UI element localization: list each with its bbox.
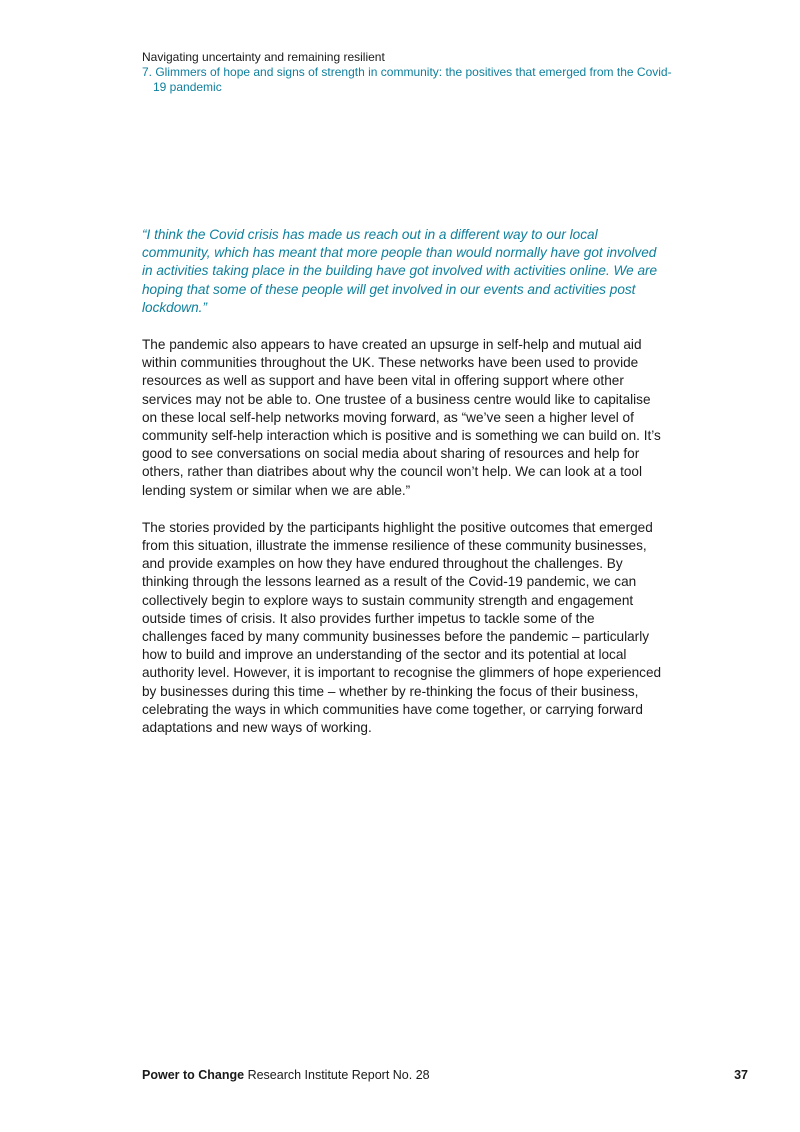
page-footer [142, 1067, 748, 1083]
running-header [142, 50, 682, 95]
body-paragraph: The pandemic also appears to have created an upsurge in self-help and mutual aid within communities throughout the UK. These networks have been used to provide resources as well as support and have been vital in offering support where other services may not be able to. One trustee of a business centre would like to capitalise on these local self-help networks moving forward, as “we’ve seen a higher level of community self-help interaction which is positive and is something we can build on. It’s good to see conversations on social media about sharing of resources and help for others, rather than diatribes about why the council won’t help. We can look at a tool lending system or similar when we are able.” [142, 337, 661, 498]
pull-quote: “I think the Covid crisis has made us reach out in a different way to our local community, which has meant that more people than would normally have got involved in activities taking place in the building have got involved with activities online. We are hoping that some of these people will get involved in our events and activities post lockdown.” [142, 227, 658, 315]
footer-report-name: Research Institute Report No. 28 [244, 1068, 430, 1082]
page-number: 37 [734, 1068, 748, 1082]
body-paragraph: The stories provided by the participants highlight the positive outcomes that emerged from this situation, illustrate the immense resilience of these community businesses, and provide examples on how they have endured throughout the challenges. By thinking through the lessons learned as a result of the Covid-19 pandemic, we can collectively begin to explore ways to sustain community strength and engagement outside times of crisis. It also provides further impetus to tackle some of the challenges faced by many community businesses before the pandemic – particularly how to build and improve an understanding of the sector and its potential at local authority level. However, it is important to recognise the glimmers of hope experienced by businesses during this time – whether by re-thinking the focus of their business, celebrating the ways in which communities have come together, or carrying forward adaptations and new ways of working. [142, 519, 662, 736]
document-title: Navigating uncertainty and remaining resilient [142, 50, 385, 64]
section-title: 7. Glimmers of hope and signs of strength in community: the positives that emerged from the Covid-19 pandemic [142, 65, 672, 94]
main-content [142, 226, 662, 756]
footer-brand: Power to Change [142, 1068, 245, 1082]
